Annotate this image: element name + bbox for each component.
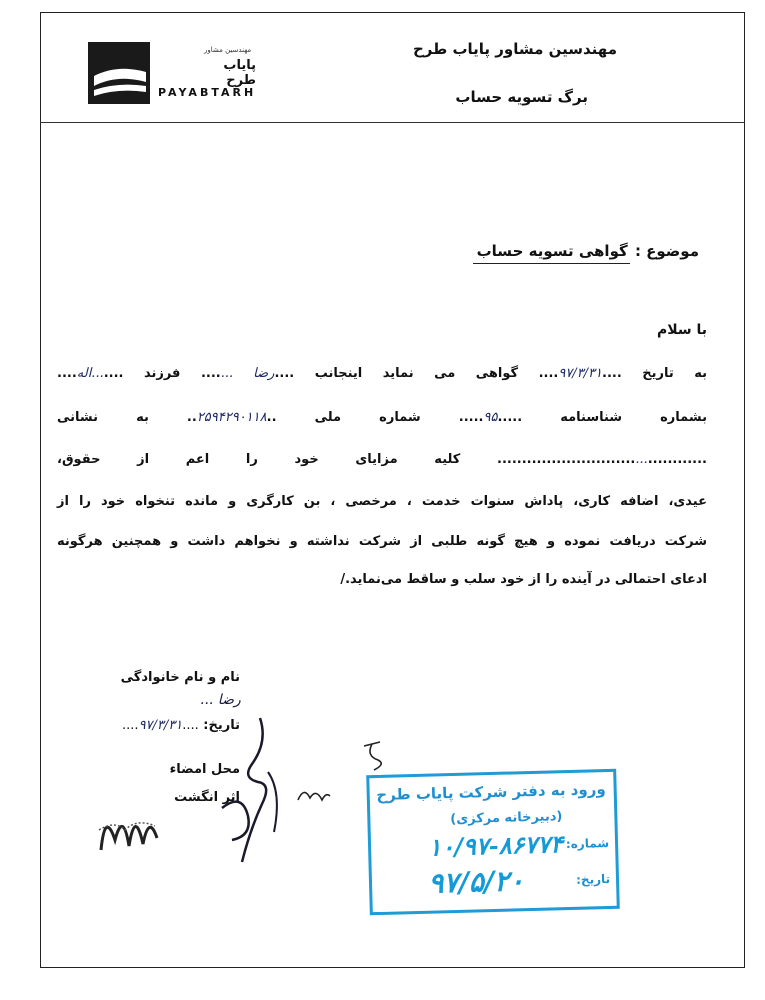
dotted-field: .......اله.... — [57, 366, 124, 381]
signature-name-label: نام و نام خانوادگی — [120, 670, 240, 685]
handwritten-name: رضا ... — [220, 366, 275, 381]
handwritten-signature — [212, 712, 292, 872]
signature-date-value: ۹۷/۳/۳۱ — [138, 718, 183, 733]
office-entry-stamp — [366, 769, 620, 915]
subject-label: موضوع : — [634, 242, 699, 260]
handwritten-id-number: ۹۵ — [483, 410, 498, 425]
body-line-6: ادعای احتمالی در آینده را از خود سلب و ساقط می‌نماید./ — [340, 572, 707, 587]
company-name: مهندسین مشاور پایاب طرح — [412, 40, 617, 58]
handwritten-address: ... — [635, 452, 648, 467]
stamp-number-label: شماره: — [565, 835, 610, 852]
body-text: به تاریخ — [642, 366, 708, 381]
body-text: بشماره شناسنامه — [560, 410, 707, 425]
dotted-field: ....رضا ....... — [200, 366, 295, 381]
body-text: کلیه مزایای خود را اعم از حقوق، — [57, 452, 461, 467]
fingerprint-label: اثر انگشت — [174, 790, 240, 805]
body-line-5: شرکت دریافت نموده و هیچ گونه طلبی از شرکت نداشته و نخواهم داشت و همچنین هرگونه — [57, 534, 707, 549]
dotted-field: .....۹۵..... — [458, 410, 523, 425]
signature-date-label: تاریخ: — [203, 718, 240, 733]
logo-name-en: PAYABTARH — [158, 86, 257, 99]
signature-place-label: محل امضاء — [169, 762, 240, 777]
stamp-date-value: ۹۷/۵/۲۰ — [427, 864, 525, 900]
dotted-field: ....۹۷/۳/۳۱.... — [122, 718, 199, 733]
logo-mark-icon — [88, 42, 150, 104]
logo-small-text: مهندسین مشاور — [204, 46, 252, 54]
stamp-subtitle: (دبیرخانه مرکزی) — [450, 809, 563, 828]
dotted-field: ....۹۷/۳/۳۱.... — [538, 366, 622, 381]
body-text: فرزند — [143, 366, 181, 381]
header-divider — [40, 122, 745, 123]
handwritten-mark — [360, 740, 390, 774]
handwritten-date: ۹۷/۳/۳۱ — [558, 366, 603, 381]
body-text: شماره ملی — [314, 410, 421, 425]
stamp-number-value: ۱۰/۹۷-۸۶۷۷۴ — [427, 829, 564, 862]
body-line-3 — [57, 452, 707, 467]
form-title: برگ تسویه حساب — [455, 88, 588, 106]
greeting: با سلام — [656, 322, 707, 338]
body-text: به نشانی — [57, 410, 149, 425]
subject-line — [473, 242, 699, 260]
logo-name-fa: پایاب طرح — [223, 58, 256, 88]
body-text: گواهی می نماید اینجانب — [314, 366, 519, 381]
stamp-date-label: تاریخ: — [575, 871, 611, 887]
body-line-4: عیدی، اضافه کاری، پاداش سنوات خدمت ، مرخصی ، بن کارگری و مانده تنخواه خود را از — [57, 494, 707, 509]
body-line-2 — [57, 410, 707, 425]
fingerprint-mark — [95, 800, 165, 860]
dotted-field: ........................................... — [497, 452, 707, 467]
stamp-title: ورود به دفتر شرکت پایاب طرح — [376, 780, 606, 805]
handwritten-initials — [294, 782, 334, 808]
company-logo — [88, 42, 256, 112]
subject-value: گواهی تسویه حساب — [473, 242, 630, 264]
body-line-1 — [57, 366, 707, 381]
signature-name-value: رضا ... — [200, 692, 241, 708]
handwritten-national-id: ۲۵۹۴۲۹۰۱۱۸ — [196, 410, 267, 425]
dotted-field: ..۲۵۹۴۲۹۰۱۱۸.. — [186, 410, 277, 425]
handwritten-father-name: ...اله — [76, 366, 104, 381]
